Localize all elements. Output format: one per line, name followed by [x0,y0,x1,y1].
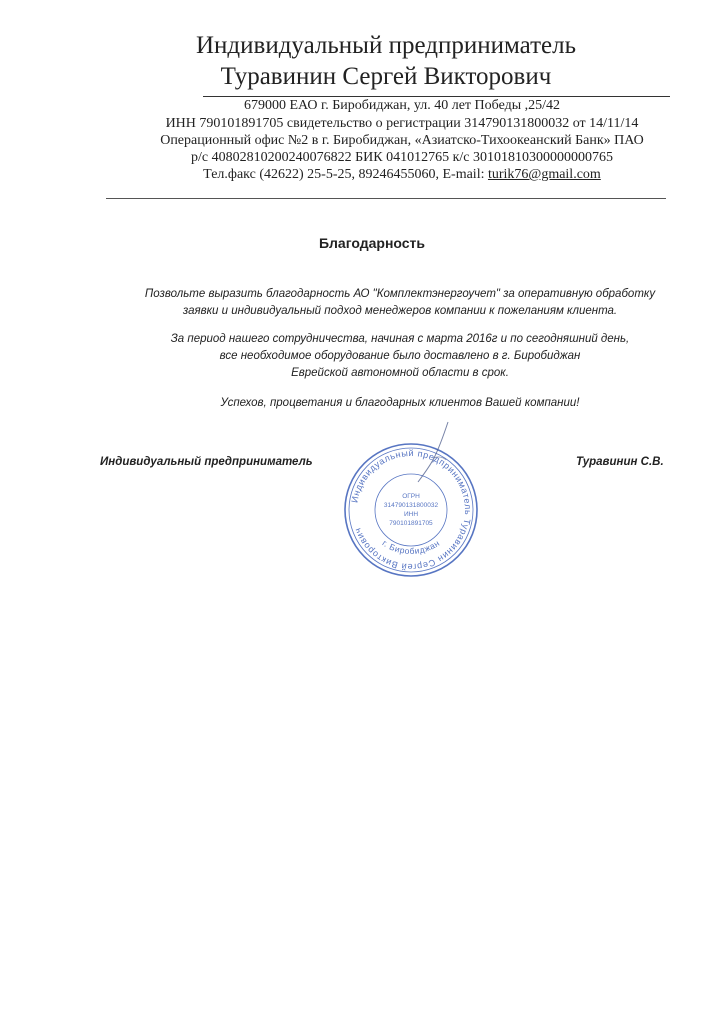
letterhead-office: Операционный офис №2 в г. Биробиджан, «Азиатско-Тихоокеанский Банк» ПАО [160,133,644,148]
stamp-outer-text: Индивидуальный предприниматель Туравинин Сергей Викторович [349,447,474,573]
letterhead-contacts [40,166,724,184]
stamp-inn-value: 790101891705 [389,520,433,527]
header-divider-bottom [106,198,666,199]
signatory-title: Индивидуальный предприниматель [100,456,313,468]
letterhead-inn: ИНН 790101891705 свидетельство о регистрации 314790131800032 от 14/11/14 [165,116,639,131]
body-paragraph-2 [110,331,690,382]
handwritten-signature [410,420,470,490]
paragraph-line: все необходимое оборудование было доставлено в г. Биробиджан [219,350,581,362]
body-paragraph-1 [110,286,690,320]
letterhead-address: 679000 ЕАО г. Биробиджан, ул. 40 лет Победы ,25/42 [243,98,561,113]
body-paragraph-3 [110,395,690,412]
letterhead-title-line1: Индивидуальный предприниматель [196,32,576,59]
email-link[interactable]: turik76@gmail.com [487,167,601,182]
paragraph-line: Еврейской автономной области в срок. [291,367,509,379]
letter-heading: Благодарность [318,235,426,251]
stamp-ogrn-value: 314790131800032 [383,502,439,509]
signatory-name: Туравинин С.В. [576,456,664,468]
letterhead-bank-details: р/с 40802810200240076822 БИК 041012765 к/с 30101810300000000765 [191,150,613,165]
paragraph-line: заявки и индивидуальный подход менеджеров компании к пожеланиям клиента. [182,305,618,317]
stamp-ogrn-label: ОГРН [402,493,420,500]
contacts-phone-text: Тел.факс (42622) 25-5-25, 89246455060, E-mail: [203,167,488,182]
paragraph-line: Успехов, процветания и благодарных клиентов Вашей компании! [220,397,580,409]
paragraph-line: Позвольте выразить благодарность АО "Комплектэнергоучет" за оперативную обработку [144,288,656,300]
stamp-inn-label: ИНН [403,511,419,518]
paragraph-line: За период нашего сотрудничества, начиная с марта 2016г и по сегодняшний день, [170,333,630,345]
stamp-bottom-text: г. Биробиджан [380,537,442,557]
letterhead-title-line2: Туравинин Сергей Викторович [220,63,552,90]
